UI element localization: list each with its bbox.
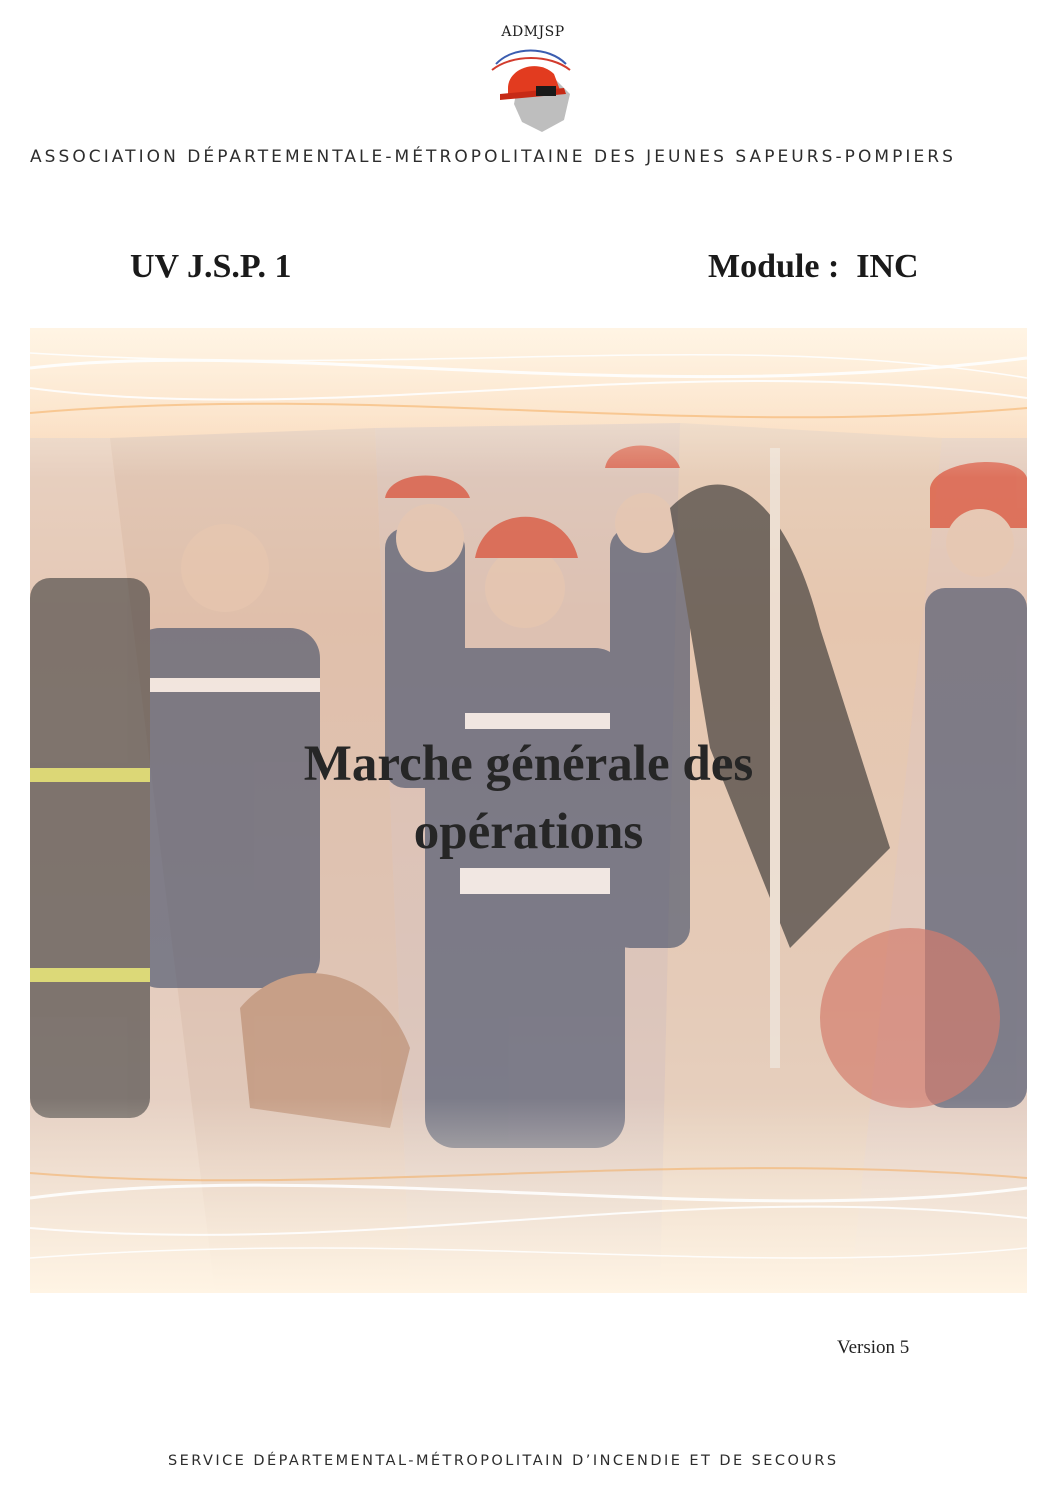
uv-label: UV J.S.P. 1 [130,248,292,285]
title-line-1: Marche générale des [303,736,754,792]
admjsp-logo [478,24,588,139]
helmet-icon [478,24,588,139]
association-name: ASSOCIATION DÉPARTEMENTALE-MÉTROPOLITAINE DES JEUNES SAPEURS-POMPIERS [30,147,956,167]
version-label: Version 5 [837,1337,910,1358]
logo-text: ADMJSP [501,24,565,40]
module-label: Module : INC [708,248,919,285]
title-line-2: opérations [413,804,644,860]
service-name: SERVICE DÉPARTEMENTAL-MÉTROPOLITAIN D’INCENDIE ET DE SECOURS [168,1453,839,1469]
cover-photo-collage [30,328,1027,1293]
document-title [30,730,1027,866]
